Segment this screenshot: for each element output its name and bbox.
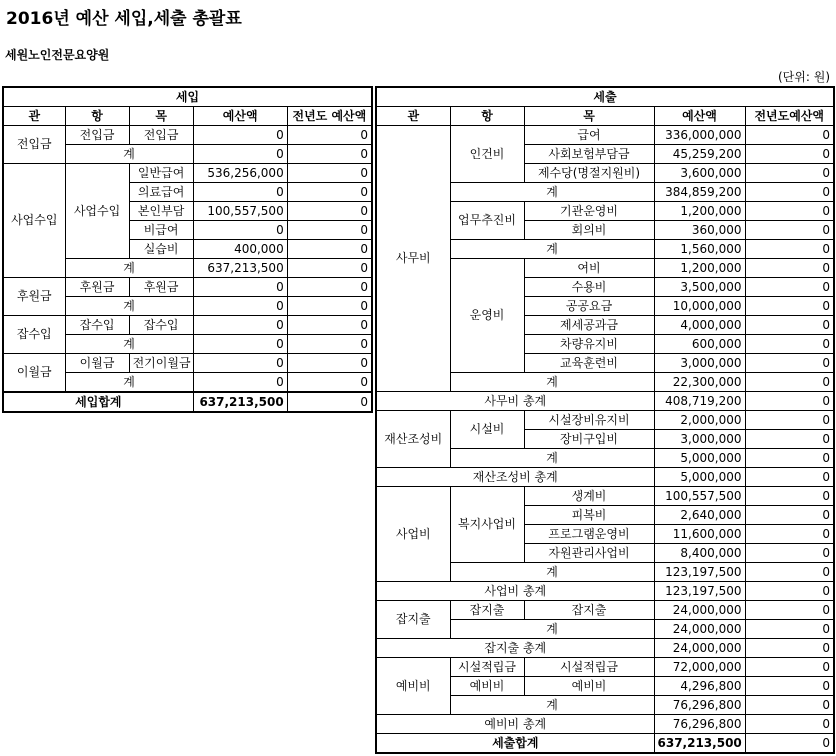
col-header-mok: 목	[129, 107, 193, 126]
amount-cell: 24,000,000	[654, 639, 745, 658]
table-row	[376, 411, 834, 430]
subtotal-label: 계	[65, 259, 193, 278]
prev-amount-cell: 0	[287, 202, 372, 221]
section-total-label: 재산조성비 총계	[376, 468, 654, 487]
gwan-cell: 이월금	[3, 354, 65, 393]
amount-cell: 4,296,800	[654, 677, 745, 696]
mok-cell: 잡수입	[129, 316, 193, 335]
amount-cell: 76,296,800	[654, 696, 745, 715]
prev-amount-cell: 0	[745, 221, 834, 240]
mok-cell: 자원관리사업비	[524, 544, 654, 563]
col-header-amount: 예산액	[654, 107, 745, 126]
subtotal-label: 계	[450, 240, 654, 259]
prev-amount-cell: 0	[745, 164, 834, 183]
grand-total-row	[376, 734, 834, 754]
amount-cell: 0	[193, 373, 287, 393]
prev-amount-cell: 0	[745, 278, 834, 297]
mok-cell: 잡지출	[524, 601, 654, 620]
mok-cell: 제수당(명절지원비)	[524, 164, 654, 183]
gwan-cell: 잡수입	[3, 316, 65, 354]
amount-cell: 536,256,000	[193, 164, 287, 183]
prev-amount-cell: 0	[745, 696, 834, 715]
section-total-row	[376, 582, 834, 601]
prev-amount-cell: 0	[745, 240, 834, 259]
prev-amount-cell: 0	[745, 354, 834, 373]
prev-amount-cell: 0	[745, 525, 834, 544]
mok-cell: 실습비	[129, 240, 193, 259]
prev-amount-cell: 0	[745, 316, 834, 335]
amount-cell: 3,500,000	[654, 278, 745, 297]
organization-name: 세원노인전문요양원	[5, 48, 110, 62]
hang-cell: 사업수입	[65, 164, 129, 259]
prev-amount-cell: 0	[745, 677, 834, 696]
amount-cell: 0	[193, 316, 287, 335]
prev-amount-cell: 0	[745, 392, 834, 411]
section-total-row	[376, 715, 834, 734]
amount-cell: 1,200,000	[654, 259, 745, 278]
section-total-row	[376, 639, 834, 658]
prev-amount-cell: 0	[745, 506, 834, 525]
amount-cell: 600,000	[654, 335, 745, 354]
mok-cell: 전기이월금	[129, 354, 193, 373]
col-header-gwan: 관	[376, 107, 450, 126]
prev-amount-cell: 0	[287, 145, 372, 164]
amount-cell: 3,000,000	[654, 430, 745, 449]
grand-total-prev-amount: 0	[287, 392, 372, 412]
mok-cell: 회의비	[524, 221, 654, 240]
mok-cell: 교육훈련비	[524, 354, 654, 373]
prev-amount-cell: 0	[745, 639, 834, 658]
section-total-row	[376, 392, 834, 411]
amount-cell: 2,640,000	[654, 506, 745, 525]
subtotal-label: 계	[65, 297, 193, 316]
amount-cell: 408,719,200	[654, 392, 745, 411]
amount-cell: 637,213,500	[193, 259, 287, 278]
amount-cell: 0	[193, 297, 287, 316]
mok-cell: 시설적립금	[524, 658, 654, 677]
prev-amount-cell: 0	[745, 335, 834, 354]
amount-cell: 360,000	[654, 221, 745, 240]
prev-amount-cell: 0	[287, 373, 372, 393]
table-row	[3, 354, 372, 373]
prev-amount-cell: 0	[287, 221, 372, 240]
prev-amount-cell: 0	[745, 449, 834, 468]
hang-cell: 전입금	[65, 126, 129, 145]
gwan-cell: 사업수입	[3, 164, 65, 278]
mok-cell: 제세공과금	[524, 316, 654, 335]
amount-cell: 24,000,000	[654, 601, 745, 620]
mok-cell: 일반급여	[129, 164, 193, 183]
amount-cell: 4,000,000	[654, 316, 745, 335]
prev-amount-cell: 0	[745, 411, 834, 430]
amount-cell: 1,200,000	[654, 202, 745, 221]
gwan-cell: 후원금	[3, 278, 65, 316]
amount-cell: 24,000,000	[654, 620, 745, 639]
expense-table	[375, 86, 835, 754]
prev-amount-cell: 0	[287, 126, 372, 145]
prev-amount-cell: 0	[287, 335, 372, 354]
section-total-row	[376, 468, 834, 487]
mok-cell: 프로그램운영비	[524, 525, 654, 544]
prev-amount-cell: 0	[745, 715, 834, 734]
mok-cell: 생계비	[524, 487, 654, 506]
amount-cell: 11,600,000	[654, 525, 745, 544]
grand-total-prev-amount: 0	[745, 734, 834, 754]
mok-cell: 기관운영비	[524, 202, 654, 221]
col-header-gwan: 관	[3, 107, 65, 126]
subtotal-label: 계	[450, 563, 654, 582]
amount-cell: 0	[193, 183, 287, 202]
amount-cell: 2,000,000	[654, 411, 745, 430]
prev-amount-cell: 0	[745, 297, 834, 316]
hang-cell: 이월금	[65, 354, 129, 373]
mok-cell: 공공요금	[524, 297, 654, 316]
prev-amount-cell: 0	[287, 297, 372, 316]
amount-cell: 22,300,000	[654, 373, 745, 392]
subtotal-label: 계	[450, 620, 654, 639]
prev-amount-cell: 0	[745, 126, 834, 145]
section-total-label: 사업비 총계	[376, 582, 654, 601]
mok-cell: 본인부담	[129, 202, 193, 221]
amount-cell: 100,557,500	[654, 487, 745, 506]
gwan-cell: 사무비	[376, 126, 450, 392]
amount-cell: 0	[193, 126, 287, 145]
col-header-mok: 목	[524, 107, 654, 126]
mok-cell: 차량유지비	[524, 335, 654, 354]
amount-cell: 123,197,500	[654, 563, 745, 582]
income-section-header: 세입	[3, 87, 372, 107]
amount-cell: 123,197,500	[654, 582, 745, 601]
prev-amount-cell: 0	[287, 259, 372, 278]
hang-cell: 업무추진비	[450, 202, 524, 240]
gwan-cell: 예비비	[376, 658, 450, 715]
prev-amount-cell: 0	[745, 563, 834, 582]
table-row	[376, 601, 834, 620]
amount-cell: 400,000	[193, 240, 287, 259]
mok-cell: 급여	[524, 126, 654, 145]
prev-amount-cell: 0	[745, 183, 834, 202]
prev-amount-cell: 0	[287, 240, 372, 259]
grand-total-amount: 637,213,500	[654, 734, 745, 754]
prev-amount-cell: 0	[287, 164, 372, 183]
amount-cell: 8,400,000	[654, 544, 745, 563]
mok-cell: 장비구입비	[524, 430, 654, 449]
col-header-prev-amount: 전년도 예산액	[287, 107, 372, 126]
amount-cell: 5,000,000	[654, 449, 745, 468]
mok-cell: 시설장비유지비	[524, 411, 654, 430]
col-header-prev-amount: 전년도예산액	[745, 107, 834, 126]
income-table	[2, 86, 373, 413]
amount-cell: 1,560,000	[654, 240, 745, 259]
prev-amount-cell: 0	[745, 373, 834, 392]
amount-cell: 3,600,000	[654, 164, 745, 183]
mok-cell: 비급여	[129, 221, 193, 240]
hang-cell: 인건비	[450, 126, 524, 183]
mok-cell: 의료급여	[129, 183, 193, 202]
amount-cell: 45,259,200	[654, 145, 745, 164]
prev-amount-cell: 0	[745, 145, 834, 164]
col-header-hang: 항	[450, 107, 524, 126]
amount-cell: 0	[193, 354, 287, 373]
subtotal-label: 계	[450, 696, 654, 715]
hang-cell: 후원금	[65, 278, 129, 297]
subtotal-label: 계	[65, 373, 193, 393]
amount-cell: 0	[193, 278, 287, 297]
amount-cell: 0	[193, 335, 287, 354]
amount-cell: 0	[193, 145, 287, 164]
gwan-cell: 잡지출	[376, 601, 450, 639]
amount-cell: 72,000,000	[654, 658, 745, 677]
unit-label: (단위: 원)	[778, 70, 830, 84]
subtotal-label: 계	[450, 449, 654, 468]
prev-amount-cell: 0	[745, 658, 834, 677]
page-title: 2016년 예산 세입,세출 총괄표	[6, 9, 242, 29]
col-header-hang: 항	[65, 107, 129, 126]
prev-amount-cell: 0	[287, 278, 372, 297]
hang-cell: 복지사업비	[450, 487, 524, 563]
table-row	[3, 164, 372, 183]
mok-cell: 피복비	[524, 506, 654, 525]
mok-cell: 예비비	[524, 677, 654, 696]
hang-cell: 운영비	[450, 259, 524, 373]
col-header-amount: 예산액	[193, 107, 287, 126]
subtotal-label: 계	[65, 335, 193, 354]
section-total-label: 예비비 총계	[376, 715, 654, 734]
table-row	[3, 278, 372, 297]
prev-amount-cell: 0	[745, 487, 834, 506]
table-row	[376, 126, 834, 145]
amount-cell: 384,859,200	[654, 183, 745, 202]
mok-cell: 전입금	[129, 126, 193, 145]
amount-cell: 76,296,800	[654, 715, 745, 734]
subtotal-label: 계	[450, 183, 654, 202]
gwan-cell: 전입금	[3, 126, 65, 164]
grand-total-row	[3, 392, 372, 412]
prev-amount-cell: 0	[745, 582, 834, 601]
amount-cell: 3,000,000	[654, 354, 745, 373]
subtotal-label: 계	[450, 373, 654, 392]
hang-cell: 예비비	[450, 677, 524, 696]
prev-amount-cell: 0	[745, 202, 834, 221]
hang-cell: 잡수입	[65, 316, 129, 335]
prev-amount-cell: 0	[745, 544, 834, 563]
prev-amount-cell: 0	[745, 601, 834, 620]
table-row	[376, 658, 834, 677]
amount-cell: 336,000,000	[654, 126, 745, 145]
grand-total-label: 세입합계	[3, 392, 193, 412]
mok-cell: 사회보험부담금	[524, 145, 654, 164]
grand-total-amount: 637,213,500	[193, 392, 287, 412]
table-row	[3, 316, 372, 335]
section-total-label: 잡지출 총계	[376, 639, 654, 658]
hang-cell: 시설적립금	[450, 658, 524, 677]
amount-cell: 5,000,000	[654, 468, 745, 487]
mok-cell: 수용비	[524, 278, 654, 297]
prev-amount-cell: 0	[745, 468, 834, 487]
gwan-cell: 재산조성비	[376, 411, 450, 468]
prev-amount-cell: 0	[745, 620, 834, 639]
amount-cell: 10,000,000	[654, 297, 745, 316]
mok-cell: 후원금	[129, 278, 193, 297]
hang-cell: 시설비	[450, 411, 524, 449]
hang-cell: 잡지출	[450, 601, 524, 620]
expense-section-header: 세출	[376, 87, 834, 107]
section-total-label: 사무비 총계	[376, 392, 654, 411]
table-row	[3, 126, 372, 145]
prev-amount-cell: 0	[287, 316, 372, 335]
prev-amount-cell: 0	[287, 183, 372, 202]
amount-cell: 0	[193, 221, 287, 240]
amount-cell: 100,557,500	[193, 202, 287, 221]
subtotal-label: 계	[65, 145, 193, 164]
prev-amount-cell: 0	[287, 354, 372, 373]
prev-amount-cell: 0	[745, 430, 834, 449]
grand-total-label: 세출합계	[376, 734, 654, 754]
gwan-cell: 사업비	[376, 487, 450, 582]
mok-cell: 여비	[524, 259, 654, 278]
prev-amount-cell: 0	[745, 259, 834, 278]
table-row	[376, 487, 834, 506]
